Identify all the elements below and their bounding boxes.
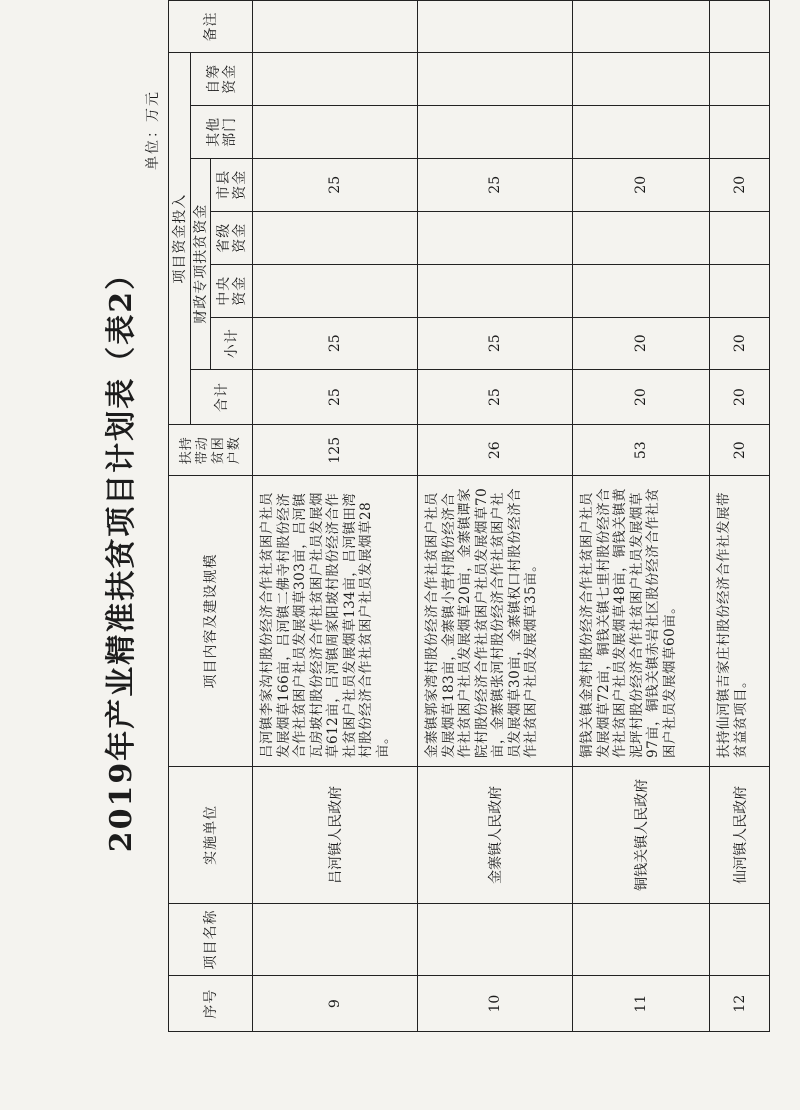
cell-total: 25 [418, 369, 573, 425]
cell-provincial [710, 211, 770, 264]
header-other-depts: 其他部门 [191, 105, 253, 158]
cell-project-name [253, 903, 418, 976]
cell-subtotal: 25 [253, 317, 418, 369]
cell-impl-unit: 吕河镇人民政府 [253, 767, 418, 904]
cell-subtotal: 20 [573, 317, 710, 369]
cell-subtotal: 25 [418, 317, 573, 369]
header-fiscal-group: 财政专项扶贫资金 [191, 158, 211, 369]
header-remarks: 备注 [169, 1, 253, 53]
cell-seq: 11 [573, 976, 710, 1032]
cell-content: 铜钱关镇金湾村股份经济合作社贫困户社员发展烟草72亩，铜钱关镇七里村股份经济合作社贫困户社员发展烟草48亩，铜钱关镇黄泥坪村股份经济合作社贫困户社员发展烟草97亩，铜钱关镇赤岩社区股份经济合作社贫困户社员发展烟草60亩。 [573, 476, 710, 767]
cell-seq: 9 [253, 976, 418, 1032]
cell-project-name [573, 903, 710, 976]
cell-self-raised [573, 52, 710, 105]
cell-total: 20 [710, 369, 770, 425]
cell-impl-unit: 金寨镇人民政府 [418, 767, 573, 904]
cell-central [418, 264, 573, 317]
header-central: 中央资金 [211, 264, 253, 317]
header-provincial: 省级资金 [211, 211, 253, 264]
cell-self-raised [710, 52, 770, 105]
cell-remarks [710, 1, 770, 53]
page-title: 2019年产业精准扶贫项目计划表（表2） [104, 257, 139, 853]
cell-subtotal: 20 [710, 317, 770, 369]
header-impl-unit: 实施单位 [169, 767, 253, 904]
table-row [710, 1, 770, 1032]
cell-provincial [253, 211, 418, 264]
cell-city-county: 20 [710, 158, 770, 211]
header-seq: 序号 [169, 976, 253, 1032]
table-row [253, 1, 418, 1032]
cell-seq: 12 [710, 976, 770, 1032]
header-subtotal: 小计 [211, 317, 253, 369]
cell-city-county: 20 [573, 158, 710, 211]
cell-total: 20 [573, 369, 710, 425]
cell-project-name [710, 903, 770, 976]
cell-content: 扶持仙河镇吉家庄村股份经济合作社发展带贫益贫项目。 [710, 476, 770, 767]
cell-provincial [573, 211, 710, 264]
project-plan-table [168, 0, 770, 1032]
header-project-name: 项目名称 [169, 903, 253, 976]
cell-city-county: 25 [418, 158, 573, 211]
cell-households: 125 [253, 425, 418, 476]
cell-remarks [418, 1, 573, 53]
cell-city-county: 25 [253, 158, 418, 211]
cell-other-depts [253, 105, 418, 158]
cell-total: 25 [253, 369, 418, 425]
cell-households: 26 [418, 425, 573, 476]
cell-remarks [573, 1, 710, 53]
cell-central [710, 264, 770, 317]
header-funding-group: 项目资金投入 [169, 52, 191, 425]
header-self-raised: 自筹资金 [191, 52, 253, 105]
cell-other-depts [573, 105, 710, 158]
header-total: 合计 [191, 369, 253, 425]
cell-self-raised [253, 52, 418, 105]
cell-remarks [253, 1, 418, 53]
cell-project-name [418, 903, 573, 976]
header-city-county: 市县资金 [211, 158, 253, 211]
unit-label: 单位：万元 [145, 90, 161, 170]
cell-content: 吕河镇李家沟村股份经济合作社贫困户社员发展烟草166亩，吕河镇二佛寺村股份经济合作社贫困户社员发展烟草303亩，吕河镇瓦房坡村股份经济合作社贫困户社员发展烟草612亩，吕河镇周家阳坡村股份经济合作社贫困户社员发展烟草134亩，吕河镇田湾村股份经济合作社贫困户社员发展烟草28亩。 [253, 476, 418, 767]
table-row [573, 1, 710, 1032]
cell-central [573, 264, 710, 317]
header-households: 扶持带动贫困户数 [169, 425, 253, 476]
header-content: 项目内容及建设规模 [169, 476, 253, 767]
table-row [418, 1, 573, 1032]
cell-households: 20 [710, 425, 770, 476]
cell-self-raised [418, 52, 573, 105]
cell-central [253, 264, 418, 317]
cell-content: 金寨镇郭家湾村股份经济合作社贫困户社员发展烟草183亩，金寨镇小营村股份经济合作社贫困户社员发展烟草20亩，金寨镇谭家院村股份经济合作社贫困户社员发展烟草70亩，金寨镇张河村股份经济合作社贫困户社员发展烟草30亩，金寨镇权口村股份经济合作社贫困户社员发展烟草35亩。 [418, 476, 573, 767]
cell-impl-unit: 仙河镇人民政府 [710, 767, 770, 904]
cell-other-depts [418, 105, 573, 158]
cell-seq: 10 [418, 976, 573, 1032]
cell-other-depts [710, 105, 770, 158]
cell-impl-unit: 铜钱关镇人民政府 [573, 767, 710, 904]
cell-provincial [418, 211, 573, 264]
cell-households: 53 [573, 425, 710, 476]
